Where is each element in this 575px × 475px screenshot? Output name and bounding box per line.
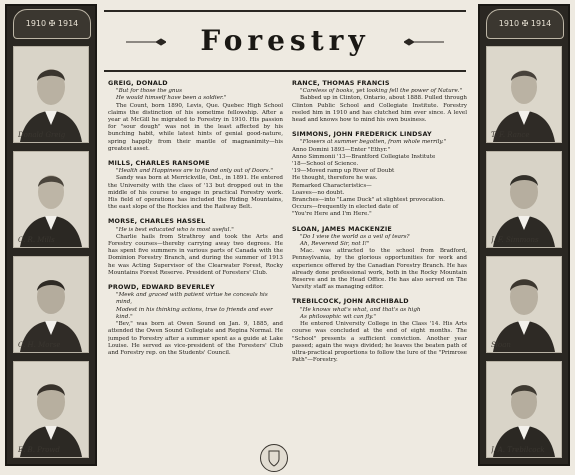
portrait-greig-photo xyxy=(14,47,88,142)
portrait-simmons-photo xyxy=(487,152,561,247)
portrait-mills-photo xyxy=(14,152,88,247)
biography-entry xyxy=(292,298,467,364)
portrait-prowd xyxy=(13,361,89,458)
signature-mills: C. R. Mills xyxy=(18,236,55,244)
student-quote: "Do I view the world as a veil of tears? Ah, Reverend Sir, not I!" xyxy=(300,233,410,248)
page-header xyxy=(104,10,466,72)
student-name: SIMMONS, JOHN FREDERICK LINDSAY xyxy=(292,130,432,139)
student-quote: "Health and Happiness are to found only out of Doors." xyxy=(116,168,273,175)
portrait-sloan-photo xyxy=(487,257,561,352)
student-biography: Charlie hails from Strathroy and took the Arts and Forestry courses—thereby carrying away two degrees. He has spent five summers in various parts of Canada with the Dominion Forestry Branch, and during the summer of 1913 he was Acting Supervisor of the Clearwater Forest, Rocky Mountains Forest Reserve. President of Foresters' Club. xyxy=(108,233,283,276)
portrait-simmons xyxy=(486,151,562,248)
student-biography: Sandy was born at Merrickville, Ont., in 1891. He entered the University with the class of '13 but dropped out in the middle of his course to engage in practical Forestry work. His field of operations has included the Riding Mountains, the east slope of the Rockies and the Railway Belt. xyxy=(108,175,283,211)
portrait-rance xyxy=(486,46,562,143)
student-name: RANCE, THOMAS FRANCIS xyxy=(292,80,390,87)
right-text-column xyxy=(292,80,467,458)
portrait-morse-photo xyxy=(14,257,88,352)
portrait-sloan xyxy=(486,256,562,353)
portrait-trebilcock xyxy=(486,361,562,458)
biography-entry xyxy=(292,226,467,292)
biography-entry xyxy=(108,160,283,211)
student-quote: "He is best educated who is most useful." xyxy=(116,226,234,233)
student-quote: "Careless of books, yet looking fell the power of Nature." xyxy=(300,88,463,95)
portrait-prowd-photo xyxy=(14,362,88,457)
student-quote: "Flowers at summer begotten, from whole merrily." xyxy=(300,139,447,146)
biography-entry xyxy=(108,218,283,277)
signature-simmons: J. F. Simmons xyxy=(491,236,539,244)
student-quote: "He knows what's what, and that's as high As philosophic wit can fly." xyxy=(300,306,421,320)
right-class-seal: 1910 ✠ 1914 xyxy=(486,9,564,39)
biography-entry xyxy=(292,80,467,124)
right-portrait-column xyxy=(478,4,570,466)
biography-entry xyxy=(108,284,283,357)
university-crest-icon xyxy=(260,444,288,472)
student-quote: "But for those the gnus He would himself have been a soldier." xyxy=(116,88,227,102)
portrait-trebilcock-photo xyxy=(487,362,561,457)
signature-prowd: E. B. Prowd xyxy=(18,446,60,454)
portrait-rance-photo xyxy=(487,47,561,142)
biography-entry xyxy=(108,80,283,153)
portrait-morse xyxy=(13,256,89,353)
student-name: TREBILCOCK, JOHN ARCHIBALD xyxy=(292,297,409,306)
signature-greig: Donald Greig xyxy=(18,131,66,139)
student-biography: Mac. was attracted to the school from Bradford, Pennsylvania, by the glorious opportunities for work and experience offered by the Canadian Forestry Branch. He has already done professional work, both in the Rocky Mountain Reserve and in the Head Office. He has also served on The Varsity staff as managing editor. xyxy=(292,248,467,291)
portrait-mills xyxy=(13,151,89,248)
right-ornament-icon xyxy=(404,38,444,46)
crest-shield-icon xyxy=(261,445,287,471)
student-biography: The Count, born 1890, Levis, Que. Quebec High School claims the distinction of his sometime fellowship. After a year at McGill he migrated to Forestry in 1910. His passion for "sour dough" was not in the least affected by his bunching habit, while latest hints of genial good-nature, spring happily from their mantle of magnanimity—his greatest asset. xyxy=(108,102,283,152)
student-biography: "Bev," was born at Owen Sound on Jan. 9, 1885, and attended the Owen Sound Collegiate and Regina Normal. He jumped to Forestry after a summer spent as a guide at Lake Louise. He served as vice-president of the Foresters' Club and Forestry rep. on the Students' Council. xyxy=(108,321,283,356)
student-name: GREIG, DONALD xyxy=(108,80,168,87)
signature-morse: C. H. Morse xyxy=(18,341,61,349)
signature-rance: T. F. Rance xyxy=(491,131,530,139)
student-name: MORSE, CHARLES HASSEL xyxy=(108,217,206,226)
portrait-greig xyxy=(13,46,89,143)
student-biography: Babbed up in Clinton, Ontario, about 1888. Pulled through Clinton Public School and Collegiate Institute. Forestry reeled him in 1910 and has clutched him ever since. A level head and knows how to mind his own business. xyxy=(292,95,467,124)
biography-entry xyxy=(292,131,467,218)
student-name: MILLS, CHARLES RANSOME xyxy=(108,159,210,168)
signature-sloan: Sloan xyxy=(491,341,511,349)
student-name: SLOAN, JAMES MACKENZIE xyxy=(292,224,392,233)
left-text-column xyxy=(108,80,283,458)
student-name: PROWD, EDWARD BEVERLEY xyxy=(108,283,215,292)
student-quote: "Meek and graced with patient virtue he conceals his mind, Modest in his thinking actions, true to friends and ever kind." xyxy=(116,292,273,320)
left-class-seal: 1910 ✠ 1914 xyxy=(13,9,91,39)
left-portrait-column xyxy=(5,4,97,466)
signature-trebilcock: J. A. Trebilcock xyxy=(491,446,545,454)
page-title: Forestry xyxy=(200,24,370,57)
student-biography: He entered University College in the Class '14. His Arts course was concluded at the end of eight months. The "School" presents a sufficient conviction. Another year passed; again the ways divided; he leaves the beaten path of ultra-practical proportions to follow the lure of the "Primrose Path"—Forestry. xyxy=(292,321,467,364)
student-biography: Anno Domini 1893—Enter "Ethyr." Anno Simmonii '13—Brantford Collegiate Institute '18—School of Science. '19—Moved ramp up River of Doubt He thought, therefore he was. Remarked Characteristics— Loaves—no doubt. Branches—into "Lame Duck" at slightest provocation. Occurs—frequently in elected date of "You're Here and I'm Here." xyxy=(292,146,445,218)
